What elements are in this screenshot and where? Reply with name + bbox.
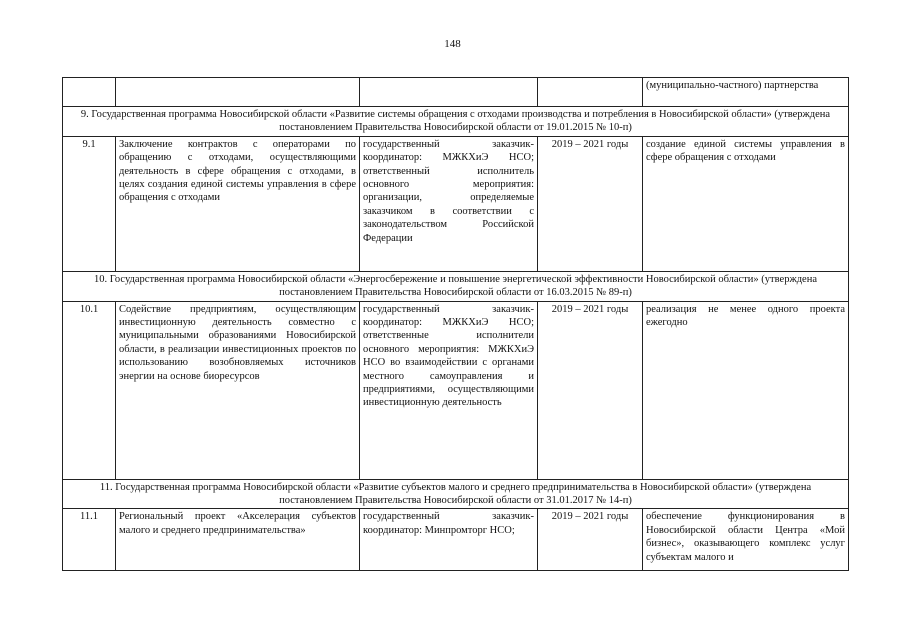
table-row [63,78,849,107]
cell-period: 2019 – 2021 годы [538,509,643,571]
cell-action: Заключение контрактов с операторами по обращению с отходами, осуществляющими деятельность в сфере обращения с отходами, в целях создания единой системы управления в сфере обращения с отходами [116,136,360,271]
cell-responsible: государственный заказчик-координатор: МЖКХиЭ НСО; ответственные исполнители основного мероприятия: МЖКХиЭ НСО во взаимодействии с органами местного самоуправления и предприятиями, осуществляющими инвестиционную деятельность [360,301,538,479]
cell-num: 11.1 [63,509,116,571]
page-number: 148 [444,38,461,50]
table-row [63,509,849,571]
cell-action: Региональный проект «Акселерация субъектов малого и среднего предпринимательства» [116,509,360,571]
cell-period [538,78,643,107]
section-heading-row [63,479,849,509]
table-row [63,136,849,271]
cell-action [116,78,360,107]
cell-responsible: государственный заказчик-координатор: Минпромторг НСО; [360,509,538,571]
section-heading-row [63,107,849,137]
cell-period: 2019 – 2021 годы [538,136,643,271]
cell-num [63,78,116,107]
section-heading: 9. Государственная программа Новосибирской области «Развитие системы обращения с отходами производства и потребления в Новосибирской области» (утверждена постановлением Правительства Новосибирской области от 19.01.2015 № 10-п) [63,107,849,137]
cell-result: реализация не менее одного проекта ежегодно [643,301,849,479]
cell-responsible [360,78,538,107]
cell-num: 10.1 [63,301,116,479]
cell-result: (муниципально-частного) партнерства [643,78,849,107]
section-heading-row [63,271,849,301]
cell-num: 9.1 [63,136,116,271]
cell-period: 2019 – 2021 годы [538,301,643,479]
program-table [62,77,849,571]
cell-action: Содействие предприятиям, осуществляющим инвестиционную деятельность совместно с муниципальными образованиями Новосибирской области, в реализации инвестиционных проектов по использованию возобновляемых источников энергии на основе биоресурсов [116,301,360,479]
cell-result: создание единой системы управления в сфере обращения с отходами [643,136,849,271]
cell-result: обеспечение функционирования в Новосибирской области Центра «Мой бизнес», оказывающего комплекс услуг субъектам малого и [643,509,849,571]
section-heading: 10. Государственная программа Новосибирской области «Энергосбережение и повышение энергетической эффективности Новосибирской области» (утверждена постановлением Правительства Новосибирской области от 16.03.2015 № 89-п) [63,271,849,301]
section-heading: 11. Государственная программа Новосибирской области «Развитие субъектов малого и среднего предпринимательства в Новосибирской области» (утверждена постановлением Правительства Новосибирской области от 31.01.2017 № 14-п) [63,479,849,509]
table-row [63,301,849,479]
cell-responsible: государственный заказчик-координатор: МЖКХиЭ НСО; ответственный исполнитель основного мероприятия: организации, определяемые заказчиком в соответствии с законодательством Российской Федерации [360,136,538,271]
